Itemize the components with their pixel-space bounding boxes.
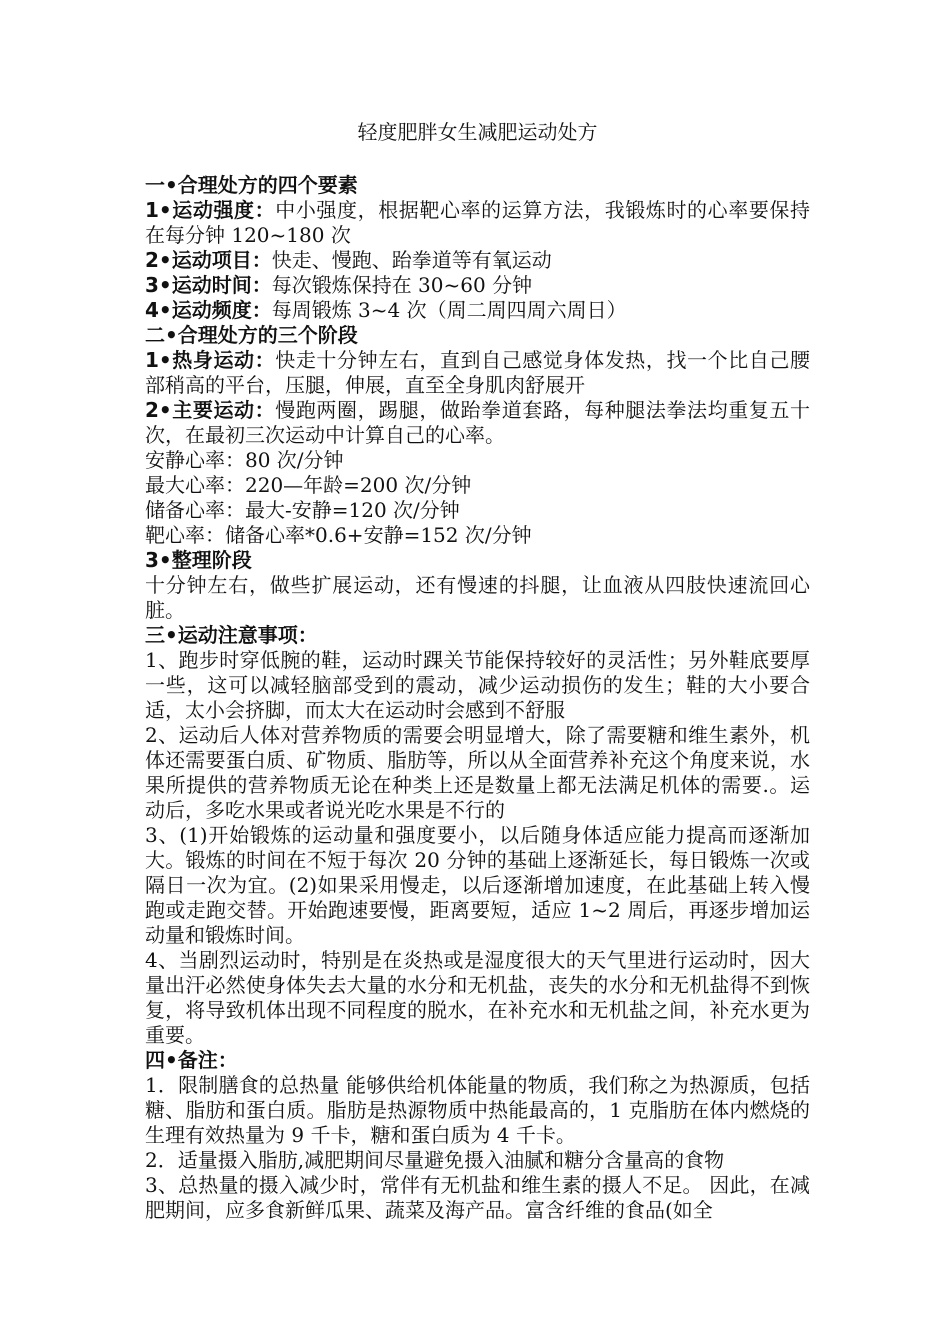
precaution-item-4: 4、当剧烈运动时，特别是在炎热或是湿度很大的天气里进行运动时，因大量出汗必然使身体失去大量的水分和无机盐，丧失的水分和无机盐得不到恢复，将导致机体出现不同程度的脱水，在补充水和无机盐之间，补充水更为重要。 [145, 948, 810, 1047]
document-title: 轻度肥胖女生减肥运动处方 [357, 120, 598, 144]
item-text: 快走、慢跑、跆拳道等有氧运动 [271, 248, 552, 272]
precaution-item-3: 3、(1)开始锻炼的运动量和强度要小，以后随身体适应能力提高而逐渐加大。锻炼的时间在不短于每次 20 分钟的基础上逐渐延长，每日锻炼一次或隔日一次为宜。(2)如果采用慢走，以后逐渐增加速度，在此基础上转入慢跑或走跑交替。开始跑速要慢，距离要短，适应 1~2 周后，再逐步增加运动量和锻炼时间。 [145, 823, 810, 947]
target-heart-rate: 靶心率：储备心率*0.6+安静=152 次/分钟 [145, 523, 532, 547]
cooldown-text: 十分钟左右，做些扩展运动，还有慢速的抖腿，让血液从四肢快速流回心脏。 [145, 573, 810, 622]
note-item-3: 3、总热量的摄入减少时，常伴有无机盐和维生素的摄人不足。 因此，在减肥期间，应多食新鲜瓜果、蔬菜及海产品。富含纤维的食品(如全 [145, 1173, 810, 1222]
section-4-heading: 四•备注： [145, 1048, 238, 1072]
reserve-heart-rate: 储备心率：最大-安静=120 次/分钟 [145, 498, 460, 522]
note-item-2: 2．适量摄入脂肪,减肥期间尽量避免摄入油腻和糖分含量高的食物 [145, 1148, 725, 1172]
max-heart-rate: 最大心率：220—年龄=200 次/分钟 [145, 473, 472, 497]
main-exercise-label: 2•主要运动： [145, 398, 276, 422]
section-1-item-4 [145, 298, 810, 323]
warmup-text: 快走十分钟左右，直到自己感觉身体发热，找一个比自己腰部稍高的平台，压腿，伸展，直至全身肌肉舒展开 [145, 348, 811, 397]
section-1-heading: 一•合理处方的四个要素 [145, 173, 358, 197]
item-label: 2•运动项目： [145, 248, 272, 272]
section-1-item-1 [145, 198, 810, 248]
section-1-item-2 [145, 248, 810, 273]
section-3-heading: 三•运动注意事项： [145, 623, 318, 647]
section-1-item-3 [145, 273, 810, 298]
main-exercise-text: 慢跑两圈，踢腿，做跆拳道套路，每种腿法拳法均重复五十次，在最初三次运动中计算自己的心率。 [145, 398, 811, 447]
resting-heart-rate: 安静心率：80 次/分钟 [145, 448, 344, 472]
main-exercise-paragraph [145, 398, 810, 448]
item-label: 1•运动强度： [145, 198, 276, 222]
precaution-item-2: 2、运动后人体对营养物质的需要会明显增大，除了需要糖和维生素外，机体还需要蛋白质、矿物质、脂肪等，所以从全面营养补充这个角度来说，水果所提供的营养物质无论在种类上还是数量上都无法满足机体的需要.。运动后，多吃水果或者说光吃水果是不行的 [145, 723, 810, 822]
section-2-heading: 二•合理处方的三个阶段 [145, 323, 358, 347]
warmup-paragraph [145, 348, 810, 398]
note-item-1: 1．限制膳食的总热量 能够供给机体能量的物质，我们称之为热源质，包括糖、脂肪和蛋白质。脂肪是热源物质中热能最高的，1 克脂肪在体内燃烧的生理有效热量为 9 千卡，糖和蛋白质为 4 千卡。 [145, 1073, 810, 1147]
item-text: 中小强度，根据靶心率的运算方法，我锻炼时的心率要保持在每分钟 120~180 次 [145, 198, 811, 247]
warmup-label: 1•热身运动： [145, 348, 276, 372]
cooldown-heading: 3•整理阶段 [145, 548, 252, 572]
item-label: 4•运动频度： [145, 298, 272, 322]
item-text: 每周锻炼 3~4 次（周二周四周六周日） [271, 298, 627, 322]
item-label: 3•运动时间： [145, 273, 272, 297]
precaution-item-1: 1、跑步时穿低腕的鞋，运动时踝关节能保持较好的灵活性；另外鞋底要厚一些，这可以减轻脑部受到的震动，减少运动损伤的发生；鞋的大小要合适，太小会挤脚，而太大在运动时会感到不舒服 [145, 648, 810, 722]
item-text: 每次锻炼保持在 30~60 分钟 [271, 273, 533, 297]
